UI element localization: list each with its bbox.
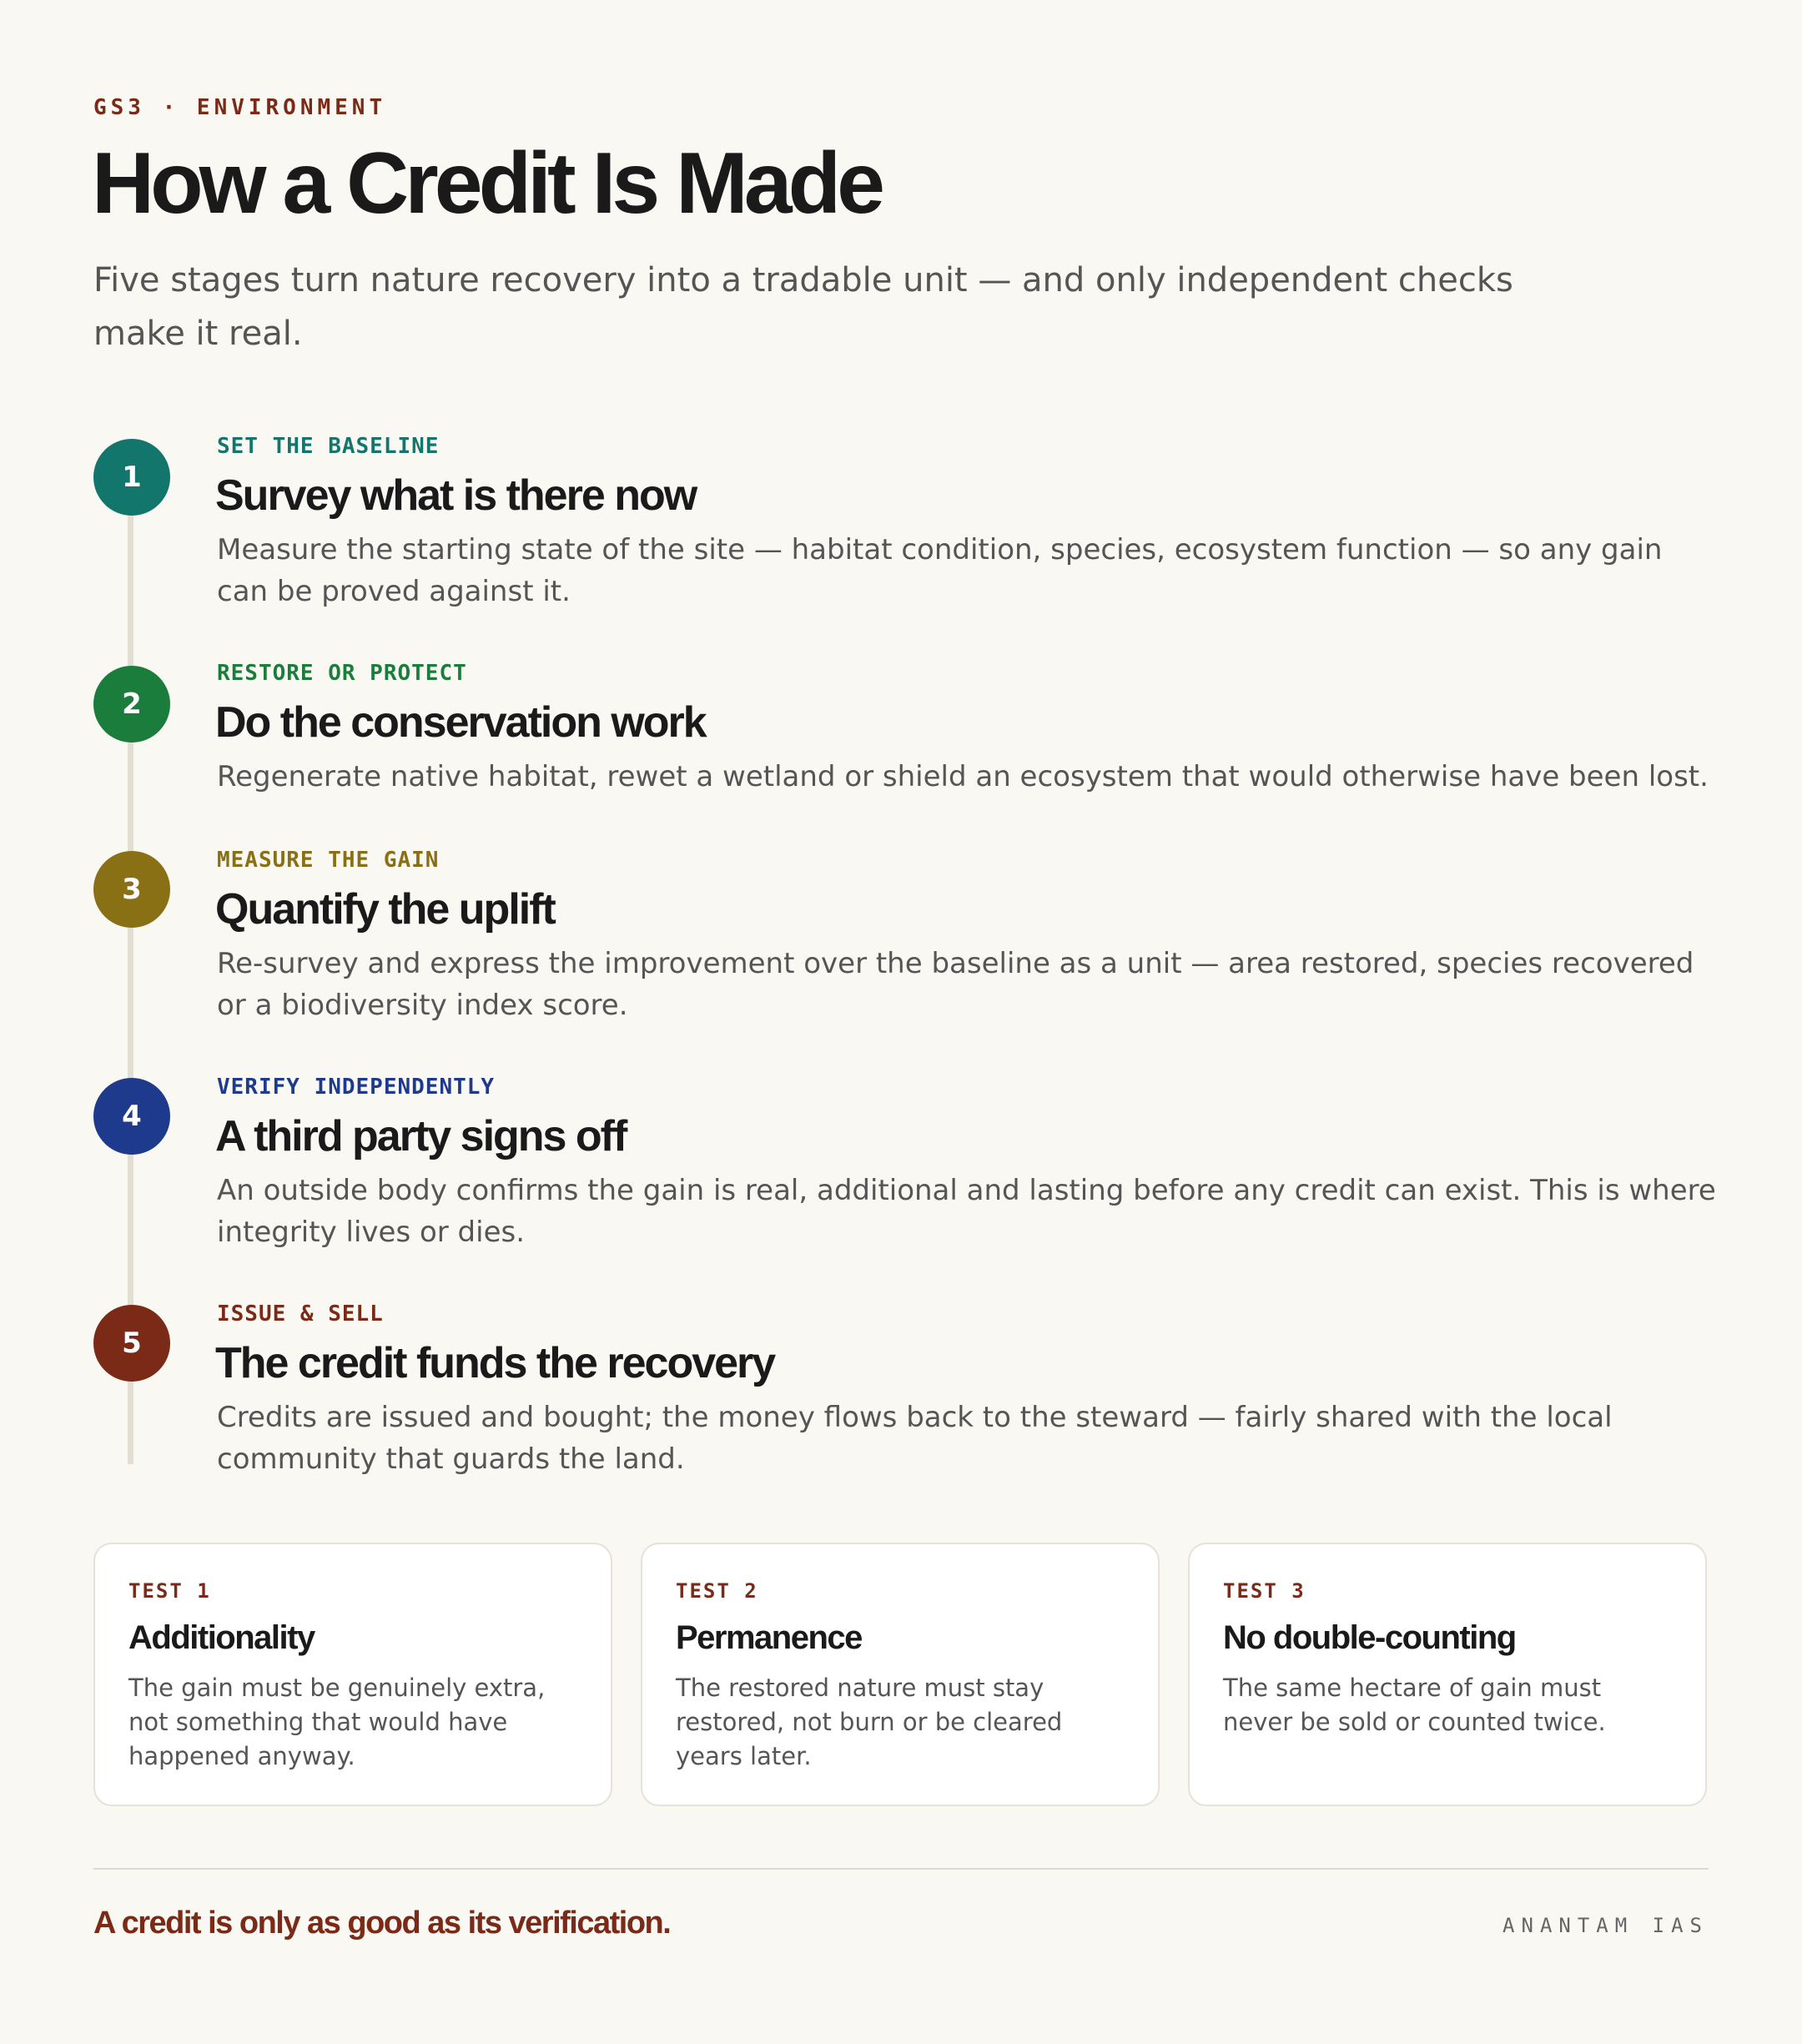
test-tag: TEST 2 <box>676 1579 758 1603</box>
test-title: Additionality <box>128 1619 315 1656</box>
page-title: How a Credit Is Made <box>92 135 881 232</box>
step-heading: The credit funds the recovery <box>215 1339 775 1387</box>
test-card-3 <box>1188 1543 1707 1806</box>
step-description: Regenerate native habitat, rewet a wetland or shield an ecosystem that would otherwise have been lost. <box>217 760 1709 793</box>
step-tag: SET THE BASELINE <box>217 434 440 459</box>
brand-name: ANANTAM IAS <box>1503 1914 1709 1937</box>
step-heading: Do the conservation work <box>215 698 706 747</box>
step-tag: RESTORE OR PROTECT <box>217 661 467 686</box>
test-tag: TEST 1 <box>128 1579 211 1603</box>
step-description: An outside body confirms the gain is real, additional and lasting before any credit can exist. This is where integrity lives or dies. <box>217 1174 1716 1249</box>
test-description: The same hectare of gain must never be sold or counted twice. <box>1223 1674 1606 1736</box>
step-number-badge: 2 <box>93 666 170 743</box>
test-card-2 <box>641 1543 1160 1806</box>
step-number-badge: 3 <box>93 851 170 928</box>
step-number-badge: 1 <box>93 439 170 516</box>
test-card-1 <box>93 1543 612 1806</box>
footer-divider <box>93 1868 1709 1870</box>
test-description: The restored nature must stay restored, not burn or be cleared years later. <box>676 1674 1063 1770</box>
step-number-badge: 4 <box>93 1078 170 1155</box>
step-number-badge: 5 <box>93 1305 170 1382</box>
step-heading: Quantify the uplift <box>215 885 555 934</box>
step-description: Credits are issued and bought; the money flows back to the steward — fairly shared with the local community that guards the land. <box>217 1401 1613 1476</box>
step-heading: Survey what is there now <box>215 471 697 520</box>
test-title: No double-counting <box>1223 1619 1516 1656</box>
step-tag: MEASURE THE GAIN <box>217 848 440 873</box>
step-description: Re-survey and express the improvement over the baseline as a unit — area restored, species recovered or a biodiversity index score. <box>217 947 1694 1022</box>
footer-tagline: A credit is only as good as its verification. <box>93 1906 671 1941</box>
test-tag: TEST 3 <box>1223 1579 1306 1603</box>
step-tag: ISSUE & SELL <box>217 1301 384 1327</box>
page-subtitle: Five stages turn nature recovery into a tradable unit — and only independent checks make it real. <box>93 261 1513 353</box>
section-kicker: GS3 · ENVIRONMENT <box>93 95 387 120</box>
step-tag: VERIFY INDEPENDENTLY <box>217 1075 496 1100</box>
test-title: Permanence <box>676 1619 862 1656</box>
step-description: Measure the starting state of the site — habitat condition, species, ecosystem function — so any gain can be proved against it. <box>217 533 1663 608</box>
test-description: The gain must be genuinely extra, not something that would have happened anyway. <box>128 1674 546 1770</box>
step-heading: A third party signs off <box>215 1112 627 1160</box>
